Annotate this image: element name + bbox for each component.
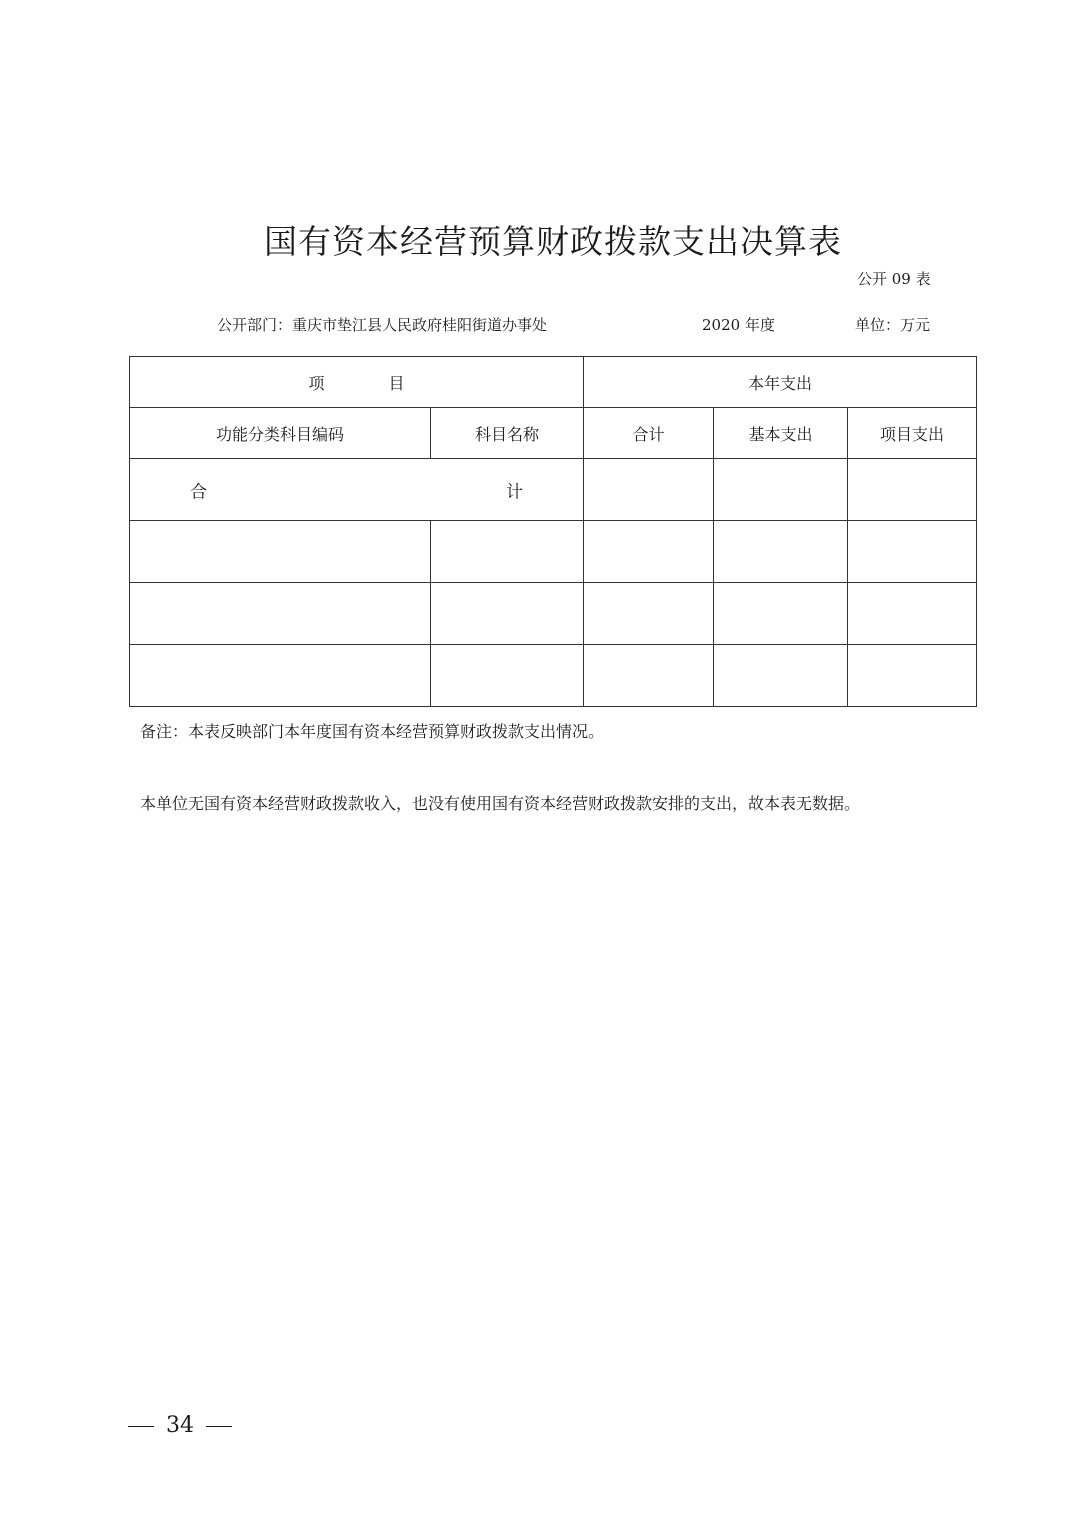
expenditure-table [129, 356, 977, 707]
column-header: 基本支出 [714, 408, 848, 459]
page-title: 国有资本经营预算财政拨款支出决算表 [264, 222, 842, 261]
column-header-row [130, 408, 977, 459]
total-row [130, 459, 977, 521]
page-dash-left [128, 1426, 154, 1427]
column-header: 功能分类科目编码 [130, 408, 431, 459]
total-label-cell [130, 459, 584, 521]
table-cell [848, 645, 977, 707]
unit-label: 单位：万元 [855, 316, 931, 334]
table-cell [584, 645, 714, 707]
table-cell [130, 583, 431, 645]
column-header: 科目名称 [431, 408, 584, 459]
table-cell [431, 645, 584, 707]
table-note: 备注：本表反映部门本年度国有资本经营预算财政拨款支出情况。 [140, 722, 605, 741]
page-dash-right [206, 1426, 232, 1427]
total-cell [714, 459, 848, 521]
page-number-value: 34 [166, 1413, 194, 1438]
table-cell [848, 583, 977, 645]
table-cell [431, 521, 584, 583]
table-cell [848, 521, 977, 583]
table-cell [714, 583, 848, 645]
table-row [130, 645, 977, 707]
fiscal-year: 2020 年度 [702, 316, 775, 334]
table-cell [431, 583, 584, 645]
group-header-row [130, 357, 977, 408]
current-year-header: 本年支出 [584, 357, 977, 408]
item-group-header [130, 357, 584, 408]
total-cell [584, 459, 714, 521]
table-row [130, 583, 977, 645]
department-label: 公开部门：重庆市垫江县人民政府桂阳街道办事处 [217, 316, 548, 334]
table-cell [130, 521, 431, 583]
table-cell [584, 583, 714, 645]
table-cell [130, 645, 431, 707]
no-data-explanation: 本单位无国有资本经营财政拨款收入，也没有使用国有资本经营财政拨款安排的支出，故本表无数据。 [140, 794, 861, 813]
total-label-part2: 计 [506, 482, 523, 502]
item-header-part1: 项 [308, 373, 325, 393]
total-label-part1: 合 [190, 482, 207, 502]
table-cell [714, 521, 848, 583]
table-cell [584, 521, 714, 583]
column-header: 项目支出 [848, 408, 977, 459]
item-header-part2: 目 [388, 373, 405, 393]
total-cell [848, 459, 977, 521]
table-cell [714, 645, 848, 707]
page-number [128, 1411, 232, 1441]
form-number: 公开 09 表 [857, 270, 931, 288]
column-header: 合计 [584, 408, 714, 459]
table-row [130, 521, 977, 583]
